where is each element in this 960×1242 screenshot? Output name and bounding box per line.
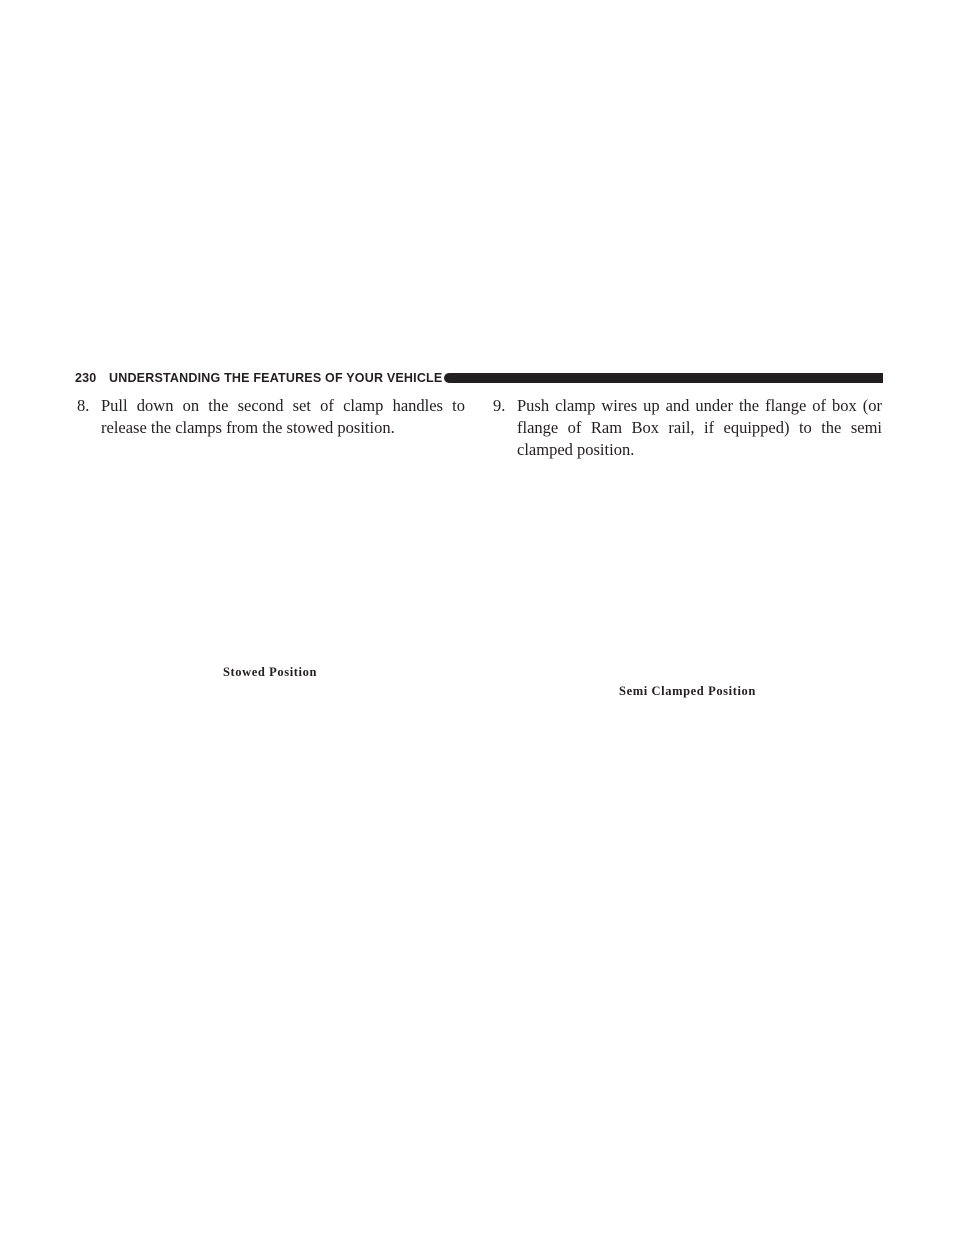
section-title: UNDERSTANDING THE FEATURES OF YOUR VEHICLE bbox=[109, 371, 443, 385]
page-header bbox=[75, 370, 883, 386]
page-number: 230 bbox=[75, 371, 97, 385]
step-text: Pull down on the second set of clamp handles to release the clamps from the stowed position. bbox=[101, 396, 465, 437]
stowed-position-figure bbox=[77, 446, 463, 654]
figure-caption-stowed: Stowed Position bbox=[222, 665, 318, 679]
step-9 bbox=[493, 395, 882, 461]
header-rule-bar bbox=[444, 373, 883, 383]
step-8 bbox=[77, 395, 465, 439]
semi-clamped-position-figure bbox=[493, 468, 882, 676]
step-number: 8. bbox=[77, 396, 90, 415]
step-text: Push clamp wires up and under the flange of box (or flange of Ram Box rail, if equipped) to the semi clamped position. bbox=[517, 396, 882, 459]
step-number: 9. bbox=[493, 396, 506, 415]
figure-caption-semi-clamped: Semi Clamped Position bbox=[619, 684, 756, 698]
